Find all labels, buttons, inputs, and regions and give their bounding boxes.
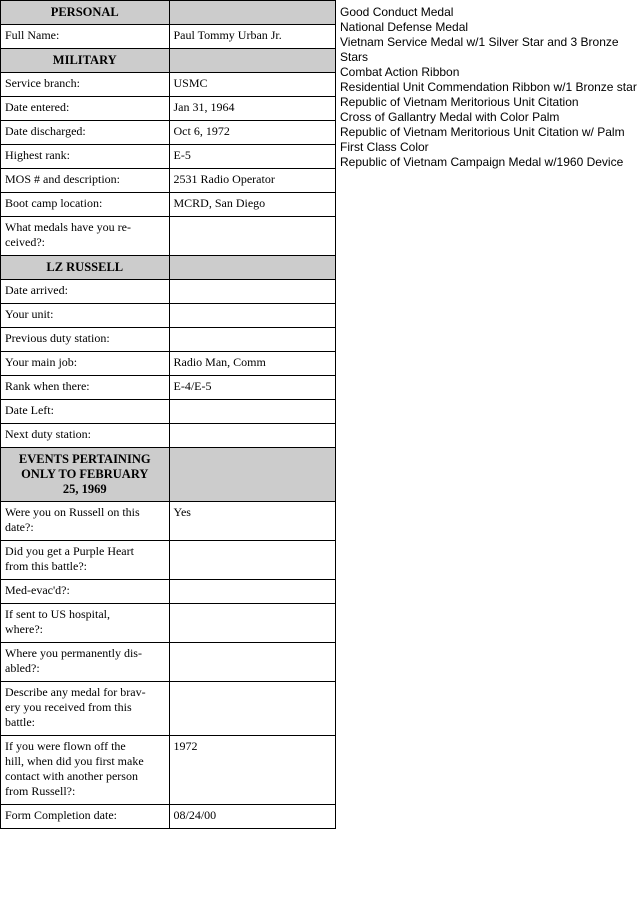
field-value: Yes	[169, 502, 336, 541]
form-row	[1, 97, 336, 121]
medal-item: National Defense Medal	[340, 20, 469, 34]
section-header-row	[1, 256, 336, 280]
field-label: Previous duty station:	[1, 328, 170, 352]
field-value: E-4/E-5	[169, 376, 336, 400]
medal-item: Cross of Gallantry Medal with Color Palm	[340, 110, 560, 124]
medal-item: Republic of Vietnam Campaign Medal w/1960 Device	[340, 155, 624, 169]
form-row	[1, 73, 336, 97]
section-header-row	[1, 1, 336, 25]
field-label: Boot camp location:	[1, 193, 170, 217]
medal-item: Republic of Vietnam Meritorious Unit Citation	[340, 95, 579, 109]
field-value	[169, 604, 336, 643]
field-value: Jan 31, 1964	[169, 97, 336, 121]
form-row	[1, 643, 336, 682]
field-label: Rank when there:	[1, 376, 170, 400]
form-row	[1, 424, 336, 448]
field-value	[169, 643, 336, 682]
field-value: 2531 Radio Operator	[169, 169, 336, 193]
field-label: Did you get a Purple Heart from this battle?:	[1, 541, 170, 580]
field-value	[169, 400, 336, 424]
medal-item: Combat Action Ribbon	[340, 65, 460, 79]
section-title: MILITARY	[1, 49, 170, 73]
field-label: Med-evac'd?:	[1, 580, 170, 604]
section-title: EVENTS PERTAINING ONLY TO FEBRUARY 25, 1969	[1, 448, 170, 502]
form-row	[1, 121, 336, 145]
medal-item: Residential Unit Commendation Ribbon w/1 Bronze star	[340, 80, 637, 94]
field-value	[169, 580, 336, 604]
field-label: Service branch:	[1, 73, 170, 97]
field-label: Date arrived:	[1, 280, 170, 304]
field-value: MCRD, San Diego	[169, 193, 336, 217]
field-label: Were you on Russell on this date?:	[1, 502, 170, 541]
field-label: What medals have you re- ceived?:	[1, 217, 170, 256]
field-label: Form Completion date:	[1, 805, 170, 829]
form-row	[1, 352, 336, 376]
field-label: Next duty station:	[1, 424, 170, 448]
field-value	[169, 217, 336, 256]
field-label: Your unit:	[1, 304, 170, 328]
field-value: Oct 6, 1972	[169, 121, 336, 145]
section-blank-cell	[169, 49, 336, 73]
field-label: Highest rank:	[1, 145, 170, 169]
field-label: If sent to US hospital, where?:	[1, 604, 170, 643]
form-row	[1, 328, 336, 352]
medal-item: Vietnam Service Medal w/1 Silver Star and 3 Bronze Stars	[340, 35, 619, 64]
medal-item: Good Conduct Medal	[340, 5, 454, 19]
form-row	[1, 604, 336, 643]
section-blank-cell	[169, 1, 336, 25]
form-row	[1, 376, 336, 400]
field-value	[169, 280, 336, 304]
form-row	[1, 502, 336, 541]
field-value: USMC	[169, 73, 336, 97]
medal-item: Republic of Vietnam Meritorious Unit Citation w/ Palm First Class Color	[340, 125, 625, 154]
form-row	[1, 541, 336, 580]
form-row	[1, 25, 336, 49]
field-value: 1972	[169, 736, 336, 805]
veteran-form-table	[0, 0, 336, 829]
field-value	[169, 424, 336, 448]
field-label: If you were flown off the hill, when did you first make contact with another person from Russell?:	[1, 736, 170, 805]
section-header-row	[1, 49, 336, 73]
section-blank-cell	[169, 448, 336, 502]
form-row	[1, 169, 336, 193]
field-label: Date Left:	[1, 400, 170, 424]
field-value	[169, 541, 336, 580]
field-label: Full Name:	[1, 25, 170, 49]
field-value	[169, 682, 336, 736]
field-label: Date entered:	[1, 97, 170, 121]
section-blank-cell	[169, 256, 336, 280]
form-row	[1, 580, 336, 604]
field-label: Your main job:	[1, 352, 170, 376]
medals-list	[340, 5, 638, 170]
form-body	[1, 1, 336, 829]
form-row	[1, 280, 336, 304]
section-title: PERSONAL	[1, 1, 170, 25]
form-row	[1, 400, 336, 424]
field-value: Radio Man, Comm	[169, 352, 336, 376]
field-value: Paul Tommy Urban Jr.	[169, 25, 336, 49]
field-value	[169, 304, 336, 328]
section-header-row	[1, 448, 336, 502]
field-label: Date discharged:	[1, 121, 170, 145]
form-row	[1, 217, 336, 256]
form-row	[1, 304, 336, 328]
field-value	[169, 328, 336, 352]
field-label: MOS # and description:	[1, 169, 170, 193]
form-row	[1, 736, 336, 805]
form-row	[1, 145, 336, 169]
form-row	[1, 805, 336, 829]
field-value: E-5	[169, 145, 336, 169]
form-row	[1, 193, 336, 217]
section-title: LZ RUSSELL	[1, 256, 170, 280]
field-label: Where you permanently dis- abled?:	[1, 643, 170, 682]
field-label: Describe any medal for brav- ery you received from this battle:	[1, 682, 170, 736]
form-row	[1, 682, 336, 736]
field-value: 08/24/00	[169, 805, 336, 829]
